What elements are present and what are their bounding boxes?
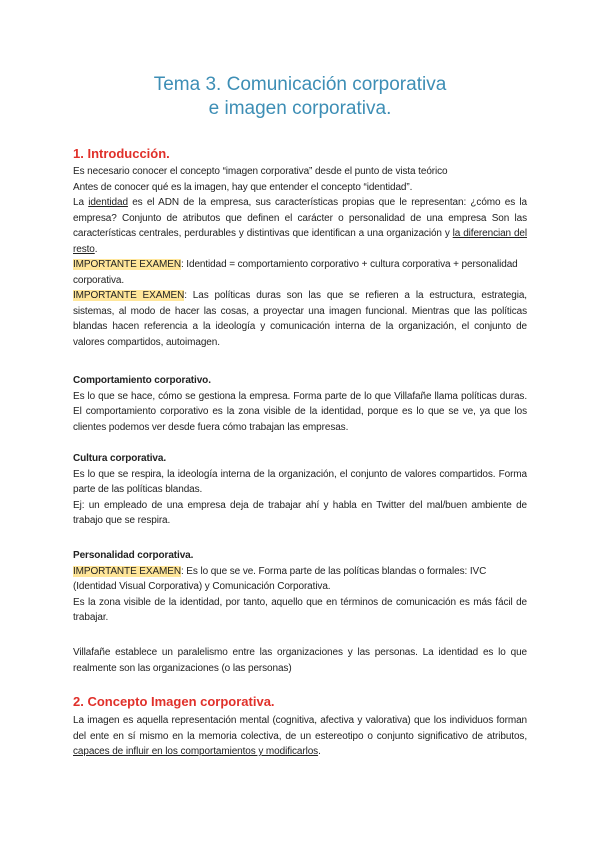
highlight-important: IMPORTANTE EXAMEN (73, 565, 181, 577)
text-run: es el ADN de la empresa, sus características propias que le representan: ¿cómo es la empresa? Conjunto de atributos que definen el carácter o personalidad de una empresa Son las características centrales, perdurables y distintivas que identifican a una organización y (73, 197, 527, 239)
villafane-section (73, 645, 527, 676)
cultura-text: Es lo que se respira, la ideología interna de la organización, el conjunto de valores compartidos. Forma parte de las políticas blandas. (73, 468, 527, 495)
text-run: : Las políticas duras son las que se refieren a la estructura, estrategia, sistemas, al modo de hacer las cosas, a proyectar una imagen funcional. Mientras que las políticas blandas hacen referencia a la ideología y comunicación interna de la organización, el conjunto de valores compartidos, autoimagen. (73, 290, 527, 348)
highlight-important: IMPORTANTE EXAMEN (73, 259, 181, 270)
text-run: La imagen es aquella representación mental (cognitiva, afectiva y valorativa) que los individuos forman del ente en sí mismo en la memoria colectiva, de un estereotipo o conjunto significativo de atributos, (73, 715, 527, 742)
text-run: : Identidad = comportamiento corporativo + cultura corporativa + personalidad corporativa. (73, 259, 518, 286)
intro-heading: 1. Introducción. (73, 146, 170, 161)
cultura-example: Ej: un empleado de una empresa deja de trabajar ahí y habla en Twitter del mal/buen ambiente de trabajo que se respira. (73, 499, 527, 526)
comportamiento-heading: Comportamiento corporativo. (73, 375, 211, 386)
concepto-heading: 2. Concepto Imagen corporativa. (73, 694, 275, 709)
text-run: . (94, 243, 98, 255)
document-title (73, 73, 527, 121)
intro-paragraph-1 (73, 164, 527, 195)
cultura-heading: Cultura corporativa. (73, 453, 167, 464)
personalidad-heading: Personalidad corporativa. (73, 550, 194, 561)
personalidad-section (73, 548, 527, 626)
intro-section (73, 146, 527, 350)
underlined-capaces: capaces de influir en los comportamientos y modificarlos (73, 746, 319, 757)
personalidad-important (73, 564, 527, 595)
highlight-important: IMPORTANTE EXAMEN (73, 290, 185, 301)
title-line-1: Tema 3. Comunicación corporativa (153, 74, 447, 95)
comportamiento-text: Es lo que se hace, cómo se gestiona la empresa. Forma parte de lo que Villafañe llama políticas duras. El comportamiento corporativo es la zona visible de la identidad, porque es lo que se ve, ya que los clientes podemos ver desde fuera cómo trabajan las empresas. (73, 390, 527, 433)
text-run: La (73, 197, 89, 208)
cultura-section (73, 451, 527, 529)
intro-p1-line1: Es necesario conocer el concepto “imagen corporativa” desde el punto de vista teórico (73, 166, 448, 177)
underlined-diferencian: la diferencian del resto (73, 228, 528, 255)
title-line-2: e imagen corporativa. (208, 98, 392, 119)
text-run: : Es lo que se ve. Forma parte de las políticas blandas o formales: IVC (Identidad Visual Corporativa) y Comunicación Corporativa. (73, 565, 487, 592)
personalidad-text: Es la zona visible de la identidad, por tanto, aquello que en términos de comunicación es más fácil de trabajar. (73, 596, 527, 623)
important-note-2 (73, 288, 527, 350)
underlined-identidad: identidad (88, 197, 128, 208)
intro-paragraph-2 (73, 195, 527, 257)
important-note-1 (73, 257, 527, 288)
villafane-text: Villafañe establece un paralelismo entre las organizaciones y las personas. La identidad es lo que realmente son las organizaciones (o las personas) (73, 647, 527, 674)
text-run: . (318, 746, 321, 757)
comportamiento-section (73, 373, 527, 435)
concepto-section (73, 694, 527, 760)
concepto-text (73, 713, 527, 760)
intro-p1-line2: Antes de conocer qué es la imagen, hay que entender el concepto “identidad”. (73, 181, 413, 193)
